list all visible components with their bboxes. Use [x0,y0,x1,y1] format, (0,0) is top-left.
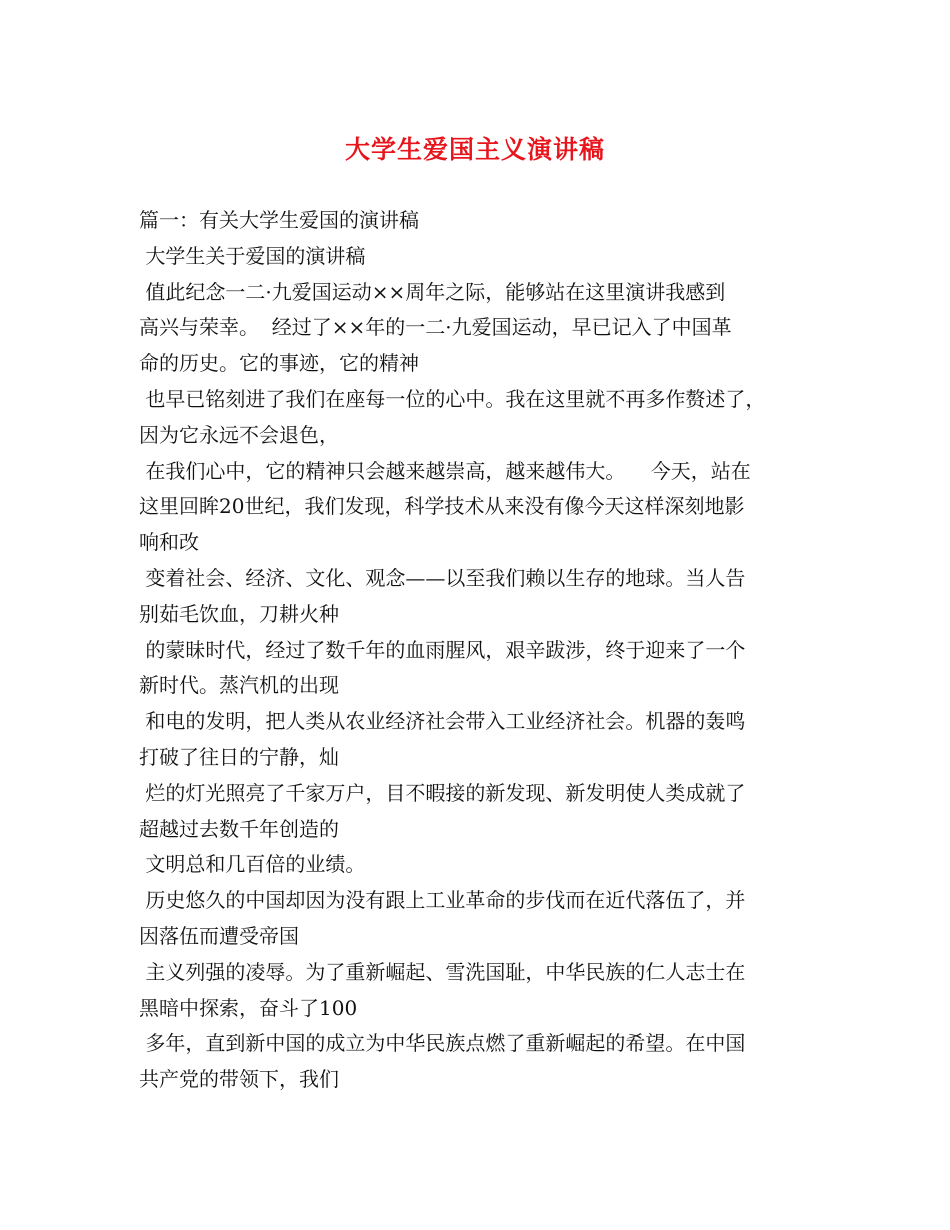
body-line: 历史悠久的中国却因为没有跟上工业革命的步伐而在近代落伍了，并 [139,888,746,913]
body-line: 因为它永远不会退色， [139,422,339,447]
body-line: 响和改 [139,530,199,555]
body-line: 别茹毛饮血，刀耕火种 [139,601,339,626]
body-line: 新时代。蒸汽机的出现 [139,673,339,698]
body-line: 共产党的带领下，我们 [139,1067,339,1092]
body-line: 的蒙昧时代，经过了数千年的血雨腥风，艰辛跋涉，终于迎来了一个 [139,637,746,662]
body-line: 在我们心中，它的精神只会越来越崇高，越来越伟大。 今天，站在 [139,458,751,483]
body-line: 主义列强的凌辱。为了重新崛起、雪洗国耻，中华民族的仁人志士在 [139,959,746,984]
body-line: 和电的发明，把人类从农业经济社会带入工业经济社会。机器的轰鸣 [139,709,746,734]
body-line: 多年，直到新中国的成立为中华民族点燃了重新崛起的希望。在中国 [139,1031,746,1056]
body-line: 超越过去数千年创造的 [139,816,339,841]
body-line: 这里回眸20世纪，我们发现，科学技术从来没有像今天这样深刻地影 [139,494,745,519]
body-line: 黑暗中探索，奋斗了100 [139,995,358,1020]
body-line: 因落伍而遭受帝国 [139,923,299,948]
body-line: 大学生关于爱国的演讲稿 [139,243,366,268]
body-line: 烂的灯光照亮了千家万户，目不暇接的新发现、新发明使人类成就了 [139,780,746,805]
body-line: 文明总和几百倍的业绩。 [139,852,366,877]
body-line: 命的历史。它的事迹，它的精神 [139,351,419,376]
body-line: 打破了往日的宁静，灿 [139,744,339,769]
body-line: 值此纪念一二·九爱国运动××周年之际，能够站在这里演讲我感到 [139,279,726,304]
body-line: 高兴与荣幸。 经过了××年的一二·九爱国运动，早已记入了中国革 [139,315,732,340]
document-title: 大学生爱国主义演讲稿 [344,135,605,164]
body-line: 也早已铭刻进了我们在座每一位的心中。我在这里就不再多作赘述了， [139,386,766,411]
body-line: 篇一：有关大学生爱国的演讲稿 [139,208,419,232]
document-body [139,203,829,1098]
body-line: 变着社会、经济、文化、观念——以至我们赖以生存的地球。当人告 [139,565,746,590]
